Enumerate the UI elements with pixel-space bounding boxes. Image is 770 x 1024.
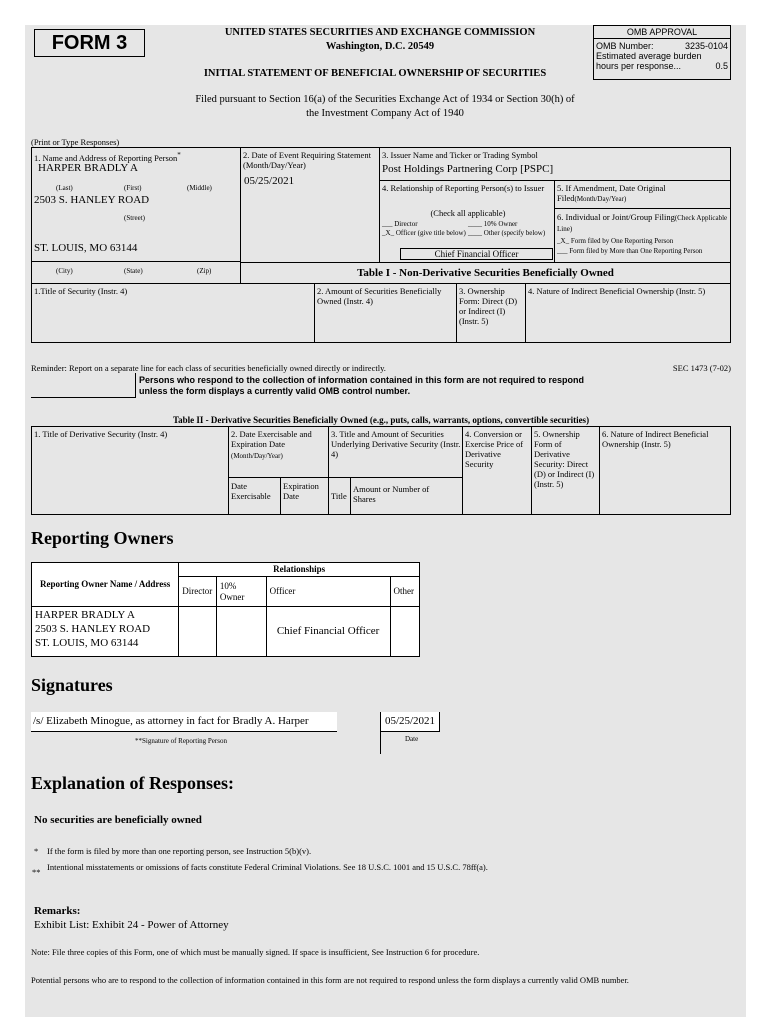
explanation-heading: Explanation of Responses: — [31, 773, 235, 793]
persons-note — [139, 375, 639, 397]
t2-col2: 2. Date Exercisable and Expiration Date — [231, 429, 312, 449]
last-label: (Last) — [56, 184, 73, 192]
t1-col3: 3. Ownership Form: Direct (D) or Indirect (I) (Instr. 5) — [459, 286, 518, 326]
reporting-owners-table — [31, 562, 420, 657]
t2-col3-split — [328, 477, 462, 478]
t2-col1: 1. Title of Derivative Security (Instr. 4) — [34, 429, 168, 439]
box1-divider — [32, 261, 240, 262]
signature-field: /s/ Elizabeth Minogue, as attorney in fact for Bradly A. Harper — [31, 712, 337, 732]
omb-approval-box — [593, 25, 731, 80]
table2-header — [31, 426, 731, 515]
t2-div2a — [280, 477, 281, 514]
form-label: FORM 3 — [34, 29, 145, 57]
t1-col4: 4. Nature of Indirect Beneficial Ownership (Instr. 5) — [528, 286, 706, 296]
footnote-1-mark: * — [34, 846, 39, 856]
ro-other-cell — [390, 607, 419, 657]
t2-col2a: Date Exercisable — [231, 481, 271, 501]
t2-col3a: Title — [331, 491, 347, 501]
footnote-2-mark: ** — [32, 867, 41, 877]
omb-title: OMB APPROVAL — [594, 26, 730, 39]
event-date-value: 05/25/2021 — [244, 175, 295, 187]
t2-div3 — [462, 427, 463, 514]
persons-note-border — [135, 373, 136, 398]
signature-label: **Signature of Reporting Person — [135, 737, 227, 745]
t1-div2 — [456, 284, 457, 342]
city-value: ST. LOUIS, MO 63144 — [34, 242, 138, 254]
ro-col-relationships: Relationships — [179, 563, 420, 577]
note-text: Note: File three copies of this Form, one of which must be manually signed. If space is insufficient, See Instruction 6 for procedure. — [31, 947, 480, 957]
ro-owner-address: HARPER BRADLY A 2503 S. HANLEY ROAD ST. LOUIS, MO 63144 — [32, 607, 179, 657]
t2-div5 — [599, 427, 600, 514]
reminder-text: Reminder: Report on a separate line for each class of securities beneficially owned directly or indirectly. — [31, 363, 386, 373]
box5-amendment — [554, 180, 731, 209]
persons-note-line2: unless the form displays a currently valid OMB control number. — [139, 386, 411, 396]
check-all-label: (Check all applicable) — [430, 208, 506, 218]
t2-div2 — [328, 427, 329, 514]
box3-label: 3. Issuer Name and Ticker or Trading Symbol — [382, 150, 538, 160]
zip-label: (Zip) — [197, 267, 212, 275]
omb-number-label: OMB Number: — [596, 41, 654, 51]
t1-div1 — [314, 284, 315, 342]
box1-label: 1. Name and Address of Reporting Person* — [34, 151, 181, 163]
footnote-2: Intentional misstatements or omissions of facts constitute Federal Criminal Violations. See 18 U.S.C. 1001 and 15 U.S.C. 78ff(a). — [47, 862, 488, 872]
t1-div3 — [525, 284, 526, 342]
omb-hours-label: hours per response... — [596, 61, 682, 71]
filed-pursuant-line2: the Investment Company Act of 1940 — [306, 108, 464, 119]
officer-option[interactable]: _X_ Officer (give title below) — [382, 229, 466, 237]
box5-label: 5. If Amendment, Date Original Filed(Month/Day/Year) — [557, 183, 666, 203]
state-label: (State) — [124, 267, 143, 275]
t2-col3b: Amount or Number of Shares — [353, 484, 430, 504]
t2-col6: 6. Nature of Indirect Beneficial Ownership (Instr. 5) — [602, 429, 709, 449]
t2-col4: 4. Conversion or Exercise Price of Derivative Security — [465, 429, 524, 469]
box4-label: 4. Relationship of Reporting Person(s) to Issuer — [382, 183, 545, 193]
box6-filing — [554, 208, 731, 263]
officer-title-box: Chief Financial Officer — [400, 248, 553, 260]
omb-hours: 0.5 — [715, 61, 728, 71]
ro-col-officer: Officer — [266, 577, 390, 607]
persons-note-line — [31, 397, 135, 398]
date-label: Date — [405, 735, 419, 743]
ro-col-director: Director — [179, 577, 217, 607]
ro-header-row1 — [32, 563, 420, 577]
box6-label: 6. Individual or Joint/Group Filing(Check Applicable Line) — [557, 212, 728, 233]
ro-officer-cell: Chief Financial Officer — [266, 607, 390, 657]
t1-col2: 2. Amount of Securities Beneficially Owned (Instr. 4) — [317, 286, 442, 306]
middle-label: (Middle) — [187, 184, 212, 192]
remarks-text: Exhibit List: Exhibit 24 - Power of Attorney — [34, 919, 229, 931]
signatures-heading: Signatures — [31, 675, 113, 695]
no-securities-text: No securities are beneficially owned — [34, 814, 202, 826]
ten-percent-option[interactable]: ____ 10% Owner — [468, 220, 518, 228]
director-option[interactable]: ___ Director — [382, 220, 418, 228]
first-label: (First) — [124, 184, 142, 192]
t2-col2-sub: (Month/Day/Year) — [231, 452, 283, 460]
t2-div4 — [531, 427, 532, 514]
table-row — [32, 607, 420, 657]
t2-col2-split — [228, 477, 328, 478]
date-border — [380, 732, 381, 754]
omb-number: 3235-0104 — [684, 41, 728, 51]
form-title: INITIAL STATEMENT OF BENEFICIAL OWNERSHIP OF SECURITIES — [203, 68, 547, 79]
filed-pursuant-line1: Filed pursuant to Section 16(a) of the Securities Exchange Act of 1934 or Section 30(h) of — [195, 94, 575, 105]
reporting-person-name: HARPER BRADLY A — [38, 162, 138, 174]
t2-col2b: Expiration Date — [283, 481, 319, 501]
ro-ten-cell — [216, 607, 266, 657]
omb-burden-label: Estimated average burden — [596, 51, 702, 61]
t2-col5: 5. Ownership Form of Derivative Security: Direct (D) or Indirect (I) (Instr. 5) — [534, 429, 595, 489]
t2-div3a — [350, 477, 351, 514]
t2-col3: 3. Title and Amount of Securities Underlying Derivative Security (Instr. 4) — [331, 429, 461, 459]
box3-issuer — [379, 147, 731, 181]
issuer-value: Post Holdings Partnering Corp [PSPC] — [382, 163, 554, 175]
street-label: (Street) — [124, 214, 145, 222]
persons-note-line1: Persons who respond to the collection of information contained in this form are not required to respond — [139, 375, 585, 385]
potential-persons-text: Potential persons who are to respond to the collection of information contained in this form are not required to respond unless the form displays a currently valid OMB number. — [31, 975, 629, 985]
street-value: 2503 S. HANLEY ROAD — [34, 194, 150, 206]
ro-director-cell — [179, 607, 217, 657]
ro-col-other: Other — [390, 577, 419, 607]
remarks-label: Remarks: — [34, 905, 81, 917]
footnote-1: If the form is filed by more than one reporting person, see Instruction 5(b)(v). — [47, 846, 312, 856]
t2-div1 — [228, 427, 229, 514]
print-note: (Print or Type Responses) — [31, 137, 120, 147]
form-page — [25, 25, 746, 1017]
box4-relationship — [379, 180, 555, 263]
sec-code: SEC 1473 (7-02) — [672, 363, 731, 373]
omb-number-row — [594, 41, 730, 51]
agency-location: Washington, D.C. 20549 — [325, 41, 435, 52]
omb-hours-row — [594, 61, 730, 71]
agency-title: UNITED STATES SECURITIES AND EXCHANGE COMMISSION — [224, 27, 536, 38]
signature-date-field: 05/25/2021 — [380, 712, 440, 732]
other-option[interactable]: ____ Other (specify below) — [468, 229, 546, 237]
box1-reporting-person — [31, 147, 241, 284]
table1-title: Table I - Non-Derivative Securities Beneficially Owned — [240, 262, 731, 284]
box2-label: 2. Date of Event Requiring Statement (Month/Day/Year) — [243, 150, 371, 170]
box2-event-date — [240, 147, 380, 263]
t1-col1: 1.Title of Security (Instr. 4) — [34, 286, 128, 296]
reporting-owners-heading: Reporting Owners — [31, 528, 174, 548]
filing-option-one[interactable]: _X_ Form filed by One Reporting Person — [557, 237, 674, 245]
ro-col-name: Reporting Owner Name / Address — [32, 563, 179, 607]
ro-col-ten: 10% Owner — [216, 577, 266, 607]
filing-option-more[interactable]: ___ Form filed by More than One Reporting Person — [557, 247, 703, 255]
city-label: (City) — [56, 267, 73, 275]
table1-header — [31, 283, 731, 343]
table2-title: Table II - Derivative Securities Beneficially Owned (e.g., puts, calls, warrants, options, convertible securities) — [172, 415, 590, 425]
